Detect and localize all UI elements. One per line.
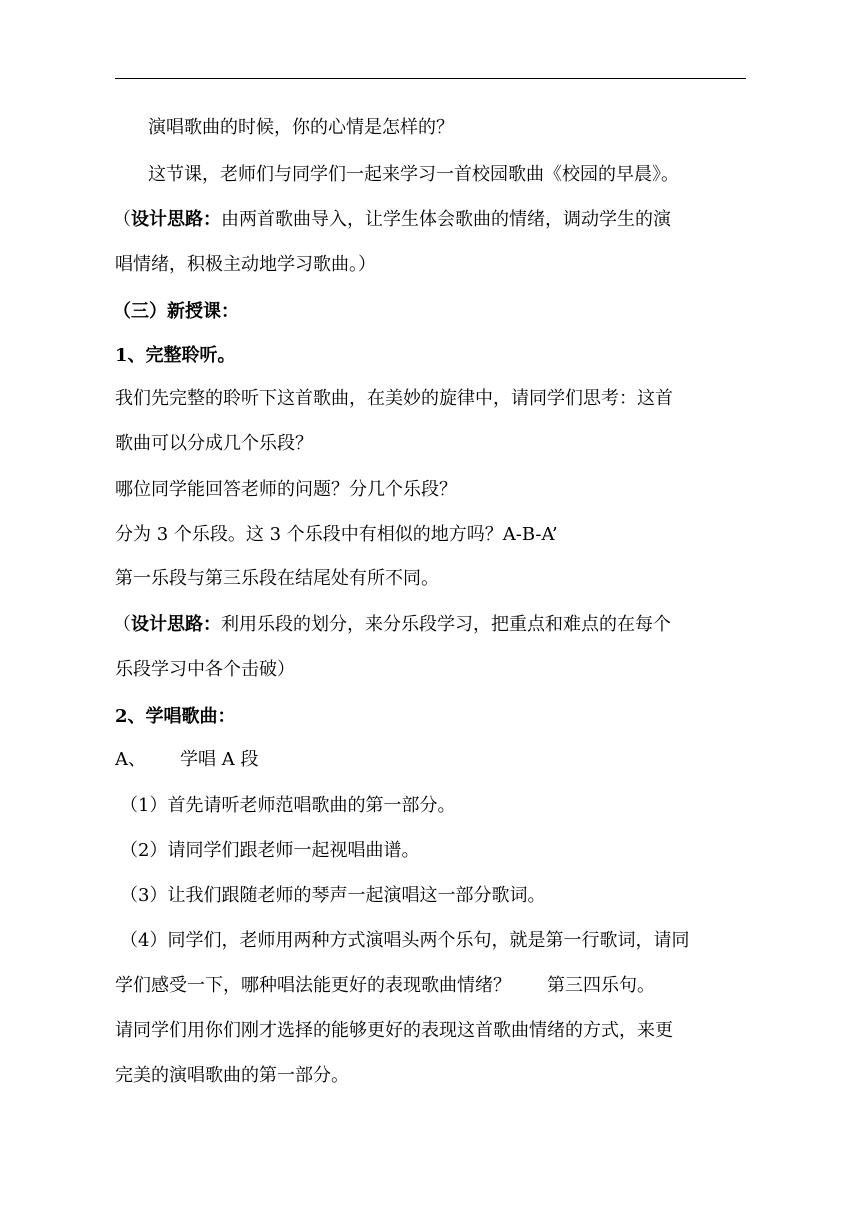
paragraph-three-sections: 分为 3 个乐段。这 3 个乐段中有相似的地方吗？A-B-A’ — [115, 524, 558, 545]
part-a-title: 学唱 A 段 — [180, 749, 259, 770]
design-note-label: 设计思路： — [131, 209, 221, 230]
substep-4-question: 学们感受一下，哪种唱法能更好的表现歌曲情绪？ — [115, 975, 511, 996]
substep-4-line1: （4）同学们，老师用两种方式演唱头两个乐句，就是第一行歌词，请同 — [120, 930, 690, 951]
substep-3: （3）让我们跟随老师的琴声一起演唱这一部分歌词。 — [120, 885, 546, 906]
substep-1: （1）首先请听老师范唱歌曲的第一部分。 — [120, 795, 456, 816]
step-heading-listen: 1、完整聆听。 — [115, 345, 236, 366]
substep-4-answer: 第三四乐句。 — [547, 975, 655, 996]
design-note-1-line2: 唱情绪，积极主动地学习歌曲。） — [115, 254, 376, 275]
note-prefix: （ — [113, 209, 131, 230]
paragraph-closing-line2: 完美的演唱歌曲的第一部分。 — [115, 1065, 349, 1086]
paragraph-question: 演唱歌曲的时候，你的心情是怎样的？ — [148, 117, 454, 138]
paragraph-lesson-intro: 这节课，老师们与同学们一起来学习一首校园歌曲《校园的早晨》。 — [148, 164, 679, 185]
paragraph-closing-line1: 请同学们用你们刚才选择的能够更好的表现这首歌曲情绪的方式，来更 — [115, 1020, 673, 1041]
design-note-text: 由两首歌曲导入，让学生体会歌曲的情绪，调动学生的演 — [221, 209, 671, 230]
part-a-marker: A、 — [115, 749, 146, 770]
paragraph-listen-line2: 歌曲可以分成几个乐段？ — [115, 433, 313, 454]
design-note-2-line2: 乐段学习中各个击破） — [115, 659, 295, 680]
substep-2: （2）请同学们跟老师一起视唱曲谱。 — [120, 840, 420, 861]
paragraph-question-sections: 哪位同学能回答老师的问题？分几个乐段？ — [115, 479, 457, 500]
substep-4-line2 — [115, 974, 755, 998]
section-heading-new-lesson: （三）新授课： — [113, 301, 239, 322]
header-rule — [115, 78, 746, 79]
design-note-1-line1 — [113, 208, 753, 232]
paragraph-listen-line1: 我们先完整的聆听下这首歌曲，在美妙的旋律中，请同学们思考：这首 — [115, 388, 673, 409]
step-heading-learn-song: 2、学唱歌曲： — [115, 706, 236, 727]
note-prefix: （ — [113, 614, 131, 635]
design-note-text: 利用乐段的划分，来分乐段学习，把重点和难点的在每个 — [221, 614, 671, 635]
paragraph-ending-difference: 第一乐段与第三乐段在结尾处有所不同。 — [115, 568, 439, 589]
design-note-2-line1 — [113, 613, 753, 637]
part-a-heading — [115, 748, 755, 772]
design-note-label: 设计思路： — [131, 614, 221, 635]
